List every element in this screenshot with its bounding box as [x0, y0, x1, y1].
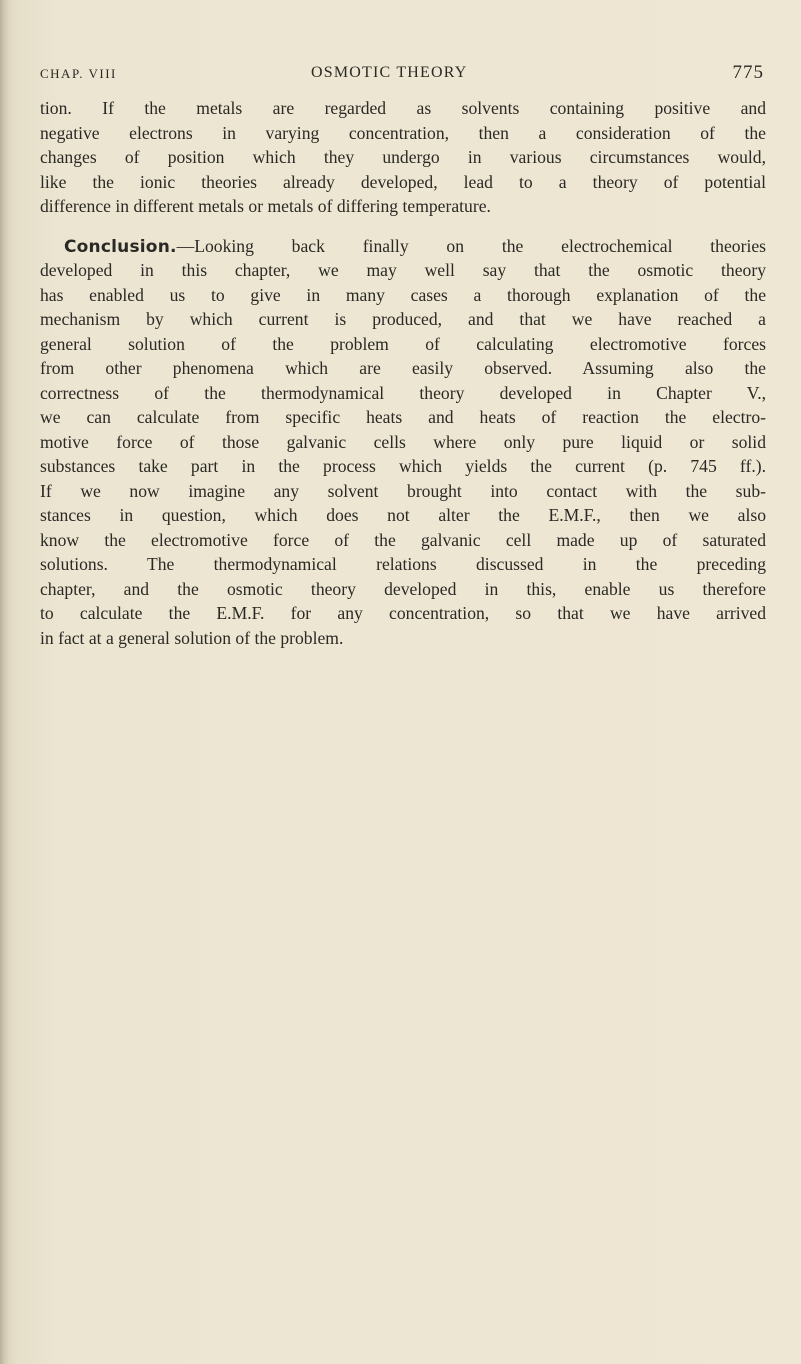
- text-line: from other phenomena which are easily observed. Assuming also the: [40, 358, 766, 378]
- paragraph-conclusion: [40, 234, 766, 651]
- text-line: developed in this chapter, we may well say that the osmotic theory: [40, 260, 766, 280]
- text-line: general solution of the problem of calculating electromotive forces: [40, 333, 766, 354]
- text-line: to calculate the E.M.F. for any concentration, so that we have arrived: [40, 603, 766, 623]
- text-line: know the electromotive force of the galvanic cell made up of saturated: [40, 529, 766, 550]
- text-line: tion. If the metals are regarded as solvents containing positive and: [40, 98, 766, 118]
- text-line: we can calculate from specific heats and heats of reaction the electro-: [40, 407, 766, 427]
- paragraph-continuation: [40, 96, 766, 219]
- text-line: chapter, and the osmotic theory developed in this, enable us therefore: [40, 578, 766, 599]
- text-line: correctness of the thermodynamical theory developed in Chapter V.,: [40, 382, 766, 403]
- section-heading: Conclusion.: [64, 236, 177, 257]
- text-line: motive force of those galvanic cells where only pure liquid or solid: [40, 431, 766, 452]
- text-line-with-heading: [40, 234, 766, 259]
- text-line: changes of position which they undergo in various circumstances would,: [40, 147, 766, 167]
- chapter-label: CHAP. VIII: [40, 66, 117, 81]
- text-line: mechanism by which current is produced, and that we have reached a: [40, 309, 766, 329]
- running-title: OSMOTIC THEORY: [311, 64, 468, 81]
- page-number: 775: [732, 62, 764, 83]
- text-line: difference in different metals or metals of differing temperature.: [40, 196, 491, 216]
- text-line: solutions. The thermodynamical relations discussed in the preceding: [40, 554, 766, 574]
- text-line: like the ionic theories already developed, lead to a theory of potential: [40, 171, 766, 192]
- page-binding-edge: [0, 0, 10, 1364]
- text-line: negative electrons in varying concentration, then a consideration of the: [40, 122, 766, 143]
- text-line: substances take part in the process which yields the current (p. 745 ff.).: [40, 456, 766, 476]
- text-line: in fact at a general solution of the problem.: [40, 627, 344, 648]
- text-line: has enabled us to give in many cases a thorough explanation of the: [40, 284, 766, 305]
- running-header: [40, 64, 764, 88]
- text-line: If we now imagine any solvent brought into contact with the sub-: [40, 480, 766, 501]
- text-line: stances in question, which does not alter the E.M.F., then we also: [40, 505, 766, 525]
- body-text: [40, 96, 766, 650]
- heading-line-rest: —Looking back finally on the electrochemical theories: [176, 235, 766, 256]
